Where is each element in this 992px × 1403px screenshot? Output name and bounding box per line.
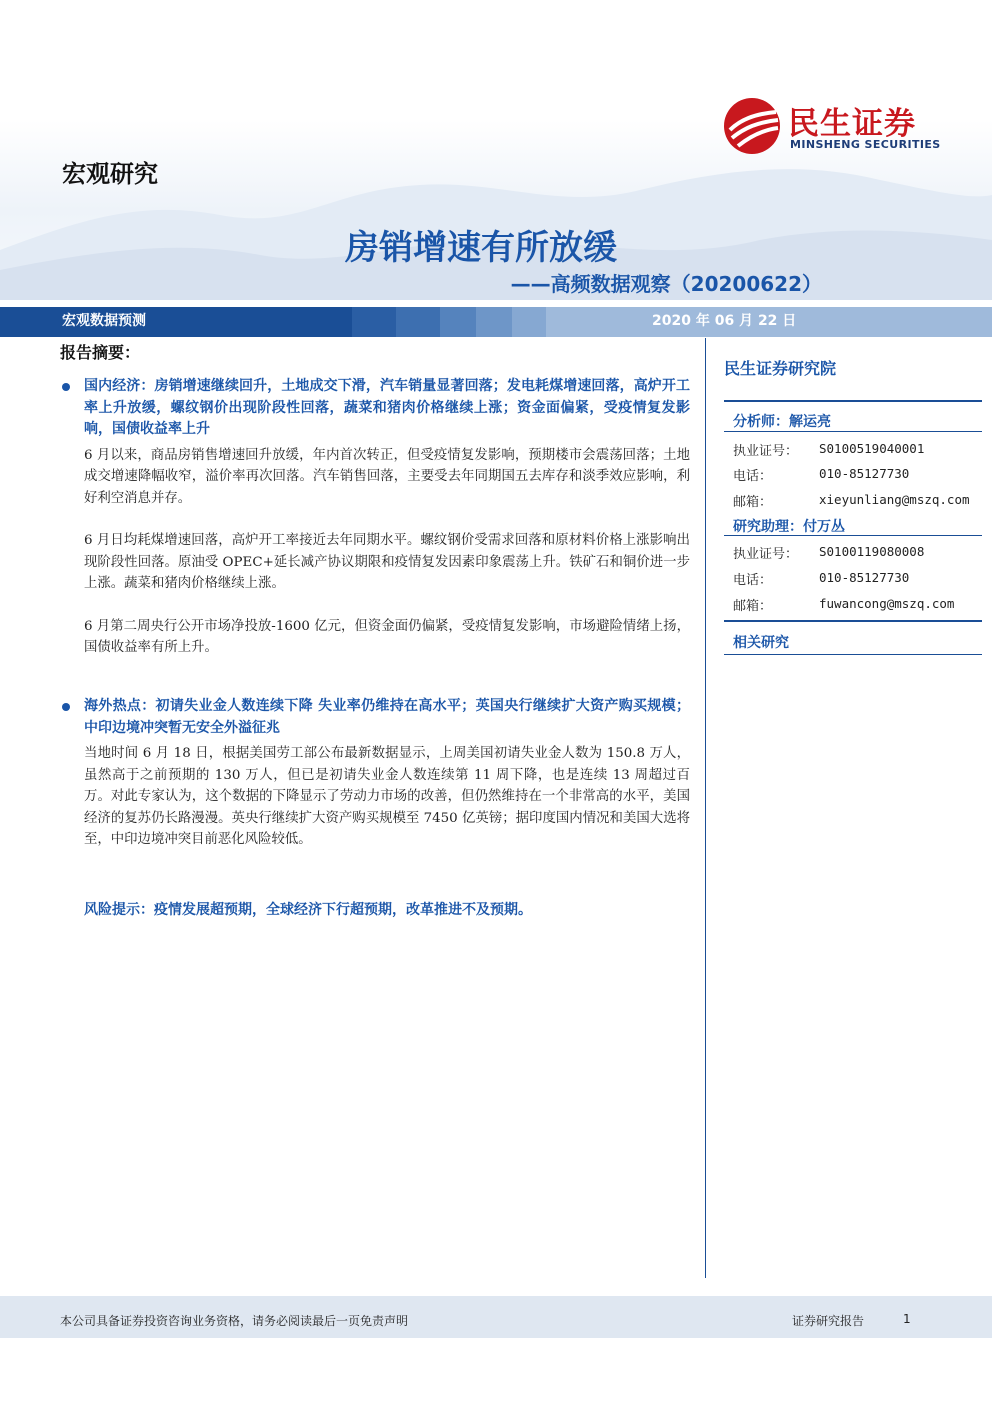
sidebar-rule: [724, 431, 982, 432]
domestic-section: [60, 376, 690, 659]
analyst-phone: 010-85127730: [819, 466, 910, 481]
institute-name: 民生证券研究院: [724, 359, 837, 378]
domestic-title: 国内经济：房销增速继续回升，土地成交下滑，汽车销量显著回落；发电耗煤增速回落，高炉开工率上升放缓，螺纹钢价出现阶段性回落，蔬菜和猪肉价格继续上涨；资金面偏紧，受疫情复发影响，国债收益率上升: [84, 378, 690, 437]
sidebar-rule: [724, 400, 982, 402]
domestic-paragraph-3: 6 月第二周央行公开市场净投放-1600 亿元，但资金面仍偏紧，受疫情复发影响，市场避险情绪上扬，国债收益率有所上升。: [84, 618, 690, 655]
overseas-section: [60, 696, 690, 851]
bullet-icon: [62, 703, 70, 711]
logo-chinese-text: 民生证券: [788, 106, 916, 142]
assistant-phone: 010-85127730: [819, 570, 910, 585]
overseas-paragraph-1: 当地时间 6 月 18 日，根据美国劳工部公布最新数据显示，上周美国初请失业金人数为 150.8 万人，虽然高于之前预期的 130 万人，但已是初请失业金人数连续第 11 周下降，也是连续 13 周超过百万。对此专家认为，这个数据的下降显示了劳动力市场的改善，但仍然维持在一个非常高的水平，美国经济的复苏仍长路漫漫。英央行继续扩大资产购买规模至 7450 亿英镑；据印度国内情况和美国大选将至，中印边境冲突目前恶化风险较低。: [84, 746, 690, 847]
minsheng-logo: [722, 96, 952, 156]
band-label: 宏观数据预测: [62, 313, 146, 329]
bullet-icon: [62, 383, 70, 391]
report-title: 房销增速有所放缓: [345, 228, 617, 268]
analyst-email-label: 邮箱：: [733, 495, 773, 510]
footer-doc-type: 证券研究报告: [792, 1314, 865, 1328]
report-category: 宏观研究: [62, 160, 158, 188]
assistant-cert-label: 执业证号：: [733, 547, 799, 562]
footer-disclaimer: 本公司具备证券投资咨询业务资格，请务必阅读最后一页免责声明: [60, 1314, 409, 1328]
analyst-cert-label: 执业证号：: [733, 444, 799, 459]
assistant-email[interactable]: fuwancong@mszq.com: [819, 596, 955, 611]
summary-heading: 报告摘要：: [60, 343, 141, 362]
assistant-email-label: 邮箱：: [733, 599, 773, 614]
analyst-phone-label: 电话：: [733, 469, 773, 484]
domestic-paragraph-2: 6 月日均耗煤增速回落，高炉开工率接近去年同期水平。螺纹钢价受需求回落和原材料价格上涨影响出现阶段性回落。原油受 OPEC+延长减产协议期限和疫情复发因素印象震荡上升。铁矿石和铜价进一步上涨。蔬菜和猪肉价格继续上涨。: [84, 533, 690, 591]
page-number: 1: [903, 1312, 911, 1326]
related-research-label: 相关研究: [733, 635, 789, 651]
assistant-label: 研究助理：付万丛: [733, 519, 845, 535]
sidebar-rule: [724, 620, 982, 622]
minsheng-logo-icon: [722, 96, 782, 156]
risk-warning: 风险提示：疫情发展超预期，全球经济下行超预期，改革推进不及预期。: [84, 902, 532, 918]
assistant-phone-label: 电话：: [733, 573, 773, 588]
sidebar-rule: [724, 535, 982, 536]
sidebar-rule: [724, 654, 982, 655]
assistant-cert: S0100119080008: [819, 544, 925, 559]
report-subtitle: ——高频数据观察（20200622）: [510, 272, 822, 296]
analyst-label: 分析师：解运亮: [733, 414, 831, 430]
domestic-paragraph-1: 6 月以来，商品房销售增速回升放缓，年内首次转正，但受疫情复发影响，预期楼市会震荡回落；土地成交增速降幅收窄，溢价率再次回落。汽车销售回落，主要受去年同期国五去库存和淡季效应影响，利好利空消息并存。: [84, 447, 690, 506]
overseas-title: 海外热点：初请失业金人数连续下降 失业率仍维持在高水平；英国央行继续扩大资产购买规模；中印边境冲突暂无安全外溢征兆: [84, 698, 690, 736]
analyst-email[interactable]: xieyunliang@mszq.com: [819, 492, 970, 507]
column-divider: [705, 338, 706, 1278]
logo-english-text: MINSHENG SECURITIES: [790, 138, 941, 151]
section-band: [0, 307, 992, 337]
analyst-cert: S0100519040001: [819, 441, 925, 456]
report-date: 2020 年 06 月 22 日: [652, 313, 797, 329]
